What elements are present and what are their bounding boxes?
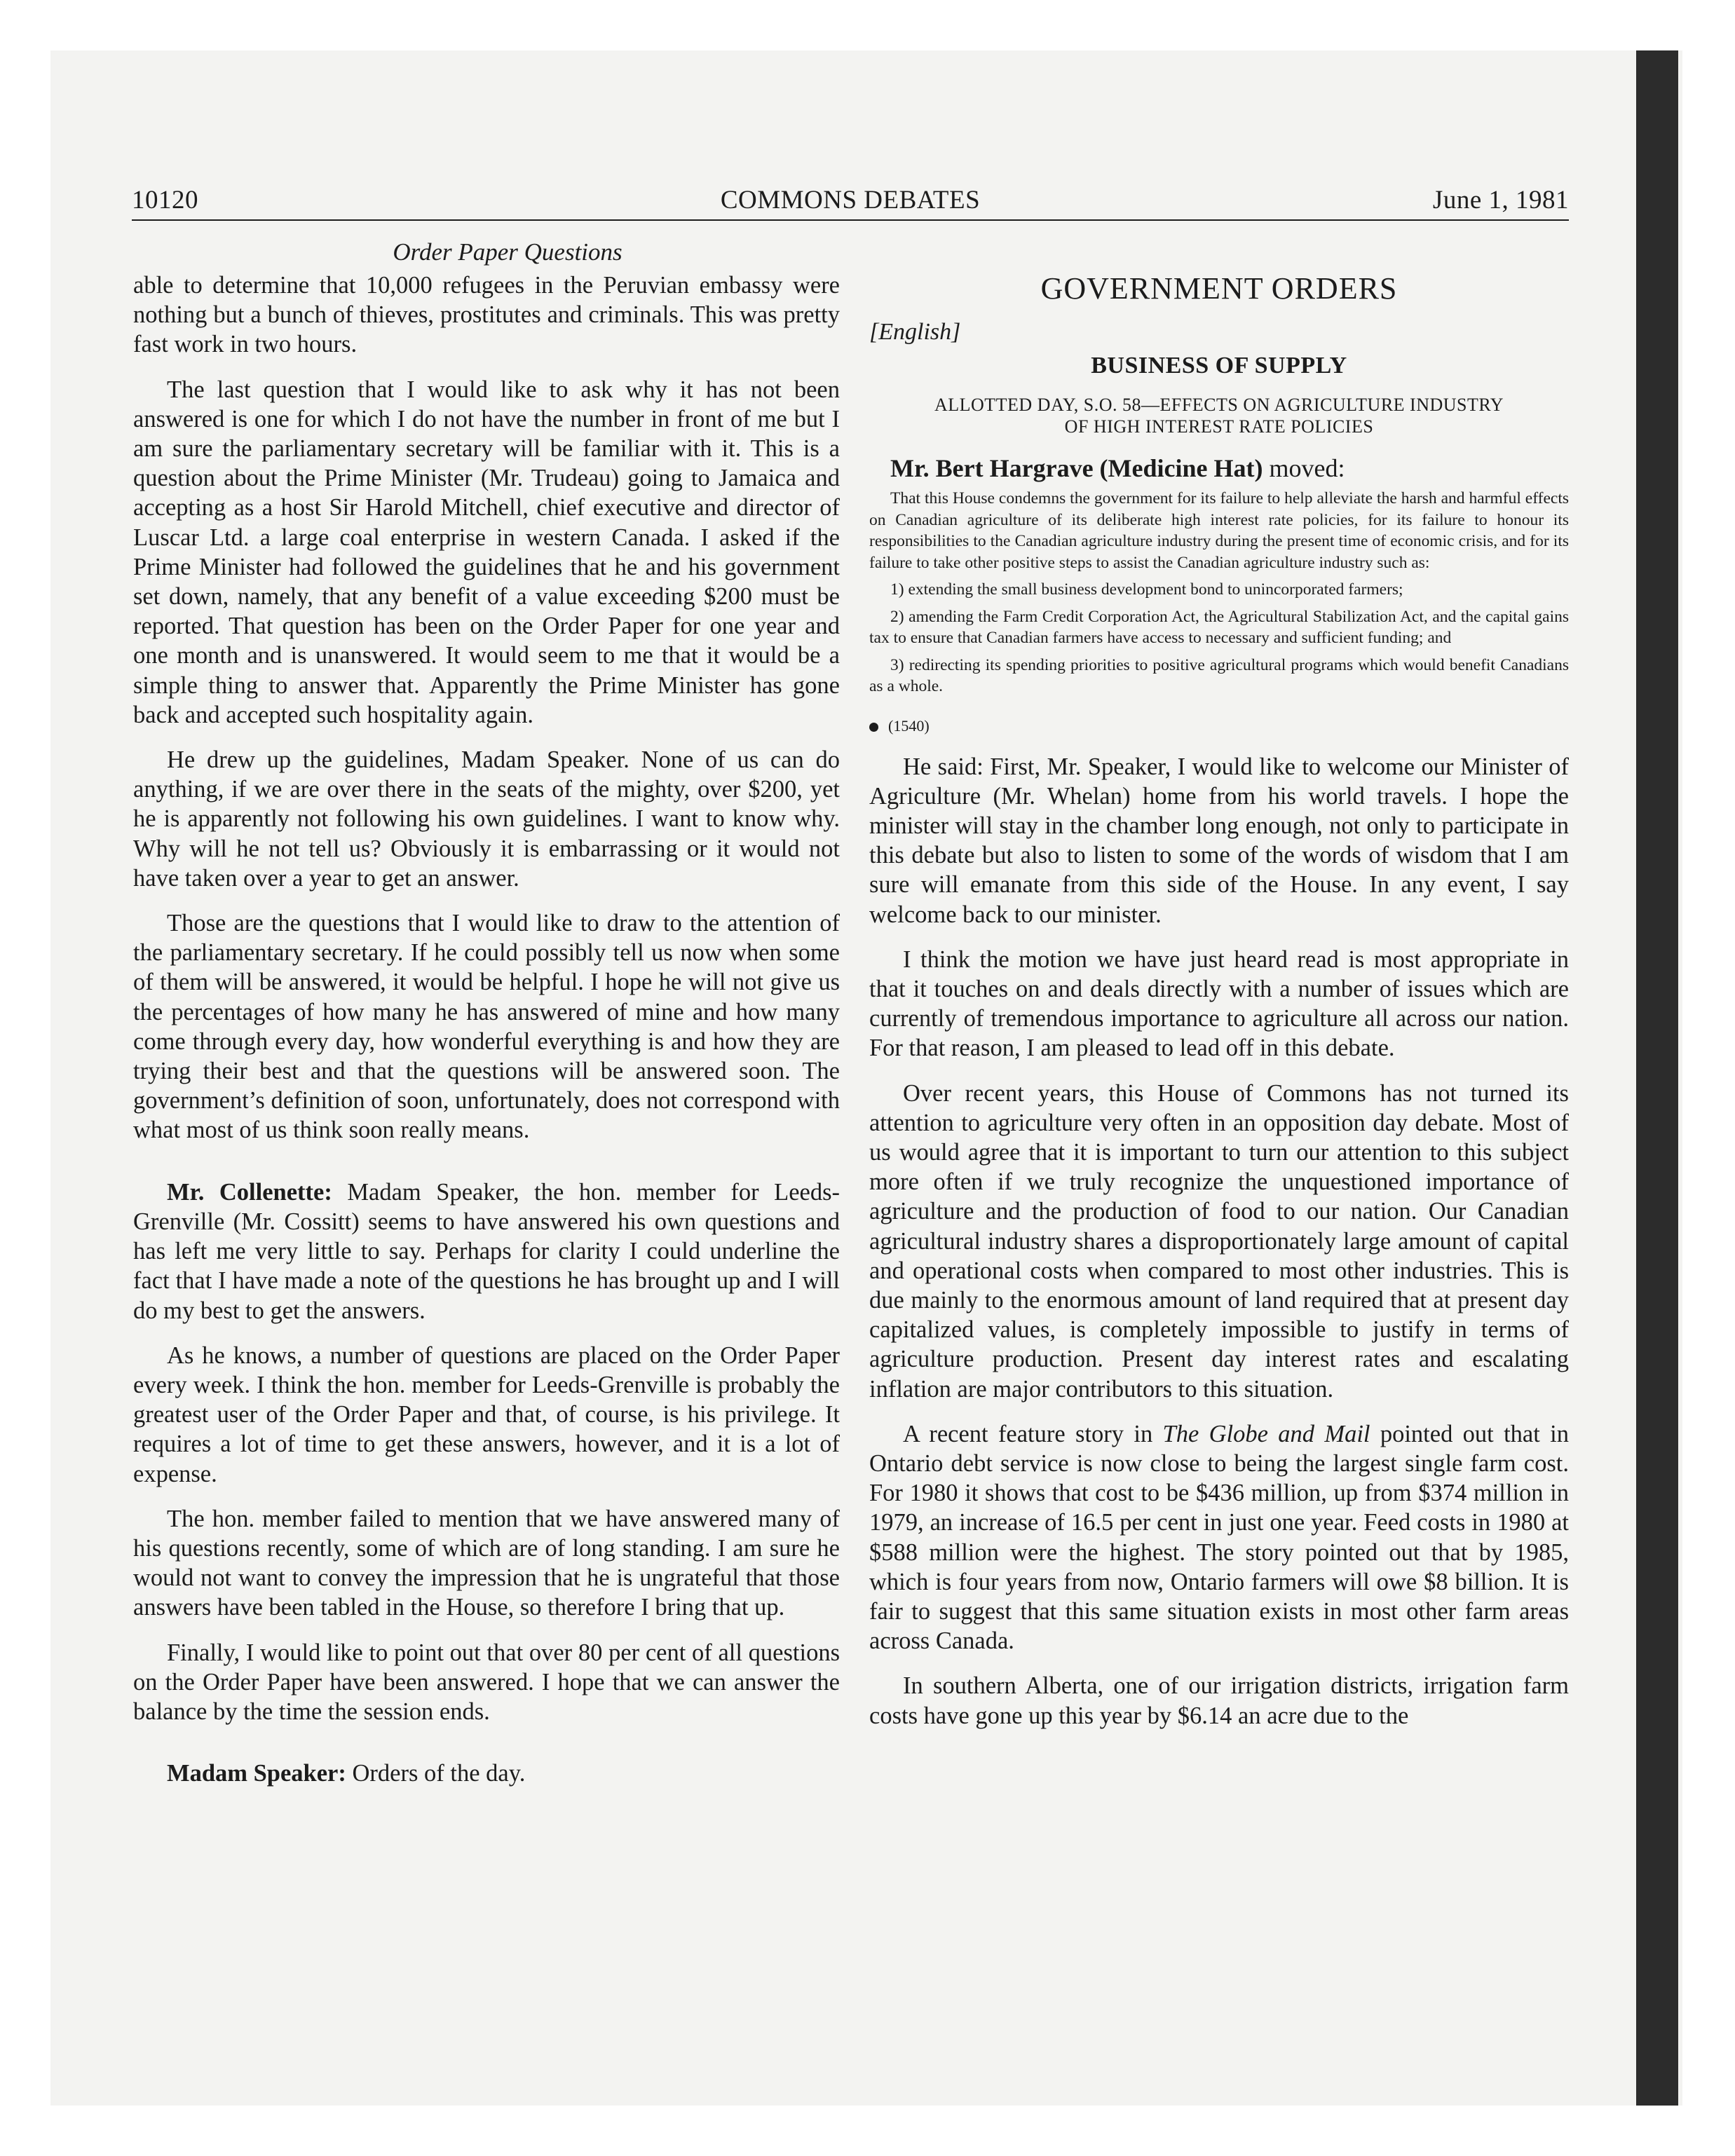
allotted-line: OF HIGH INTEREST RATE POLICIES <box>1064 416 1374 437</box>
paragraph: I think the motion we have just heard read is most appropriate in that it touches on and deals directly with a number of issues which are currently of tremendous importance to agriculture all across our nation. For that reason, I am pleased to lead off in this debate. <box>869 946 1569 1062</box>
paragraph: able to determine that 10,000 refugees in the Peruvian embassy were nothing but a bunch of thieves, prostitutes and criminals. This was pretty fast work in two hours. <box>133 272 840 358</box>
header-rule <box>132 219 1569 221</box>
speaker-name: Madam Speaker: <box>167 1760 346 1787</box>
paragraph: He said: First, Mr. Speaker, I would like to welcome our Minister of Agriculture (Mr. Whelan) home from his world travels. I hope the minister will stay in the chamber long enough, not only to participate in this debate but also to listen to some of the words of wisdom that I am sure will emanate from this side of the House. In any event, I say welcome back to our minister. <box>869 753 1569 928</box>
speech-text: Madam Speaker, the hon. member for Leeds-Grenville (Mr. Cossitt) seems to have answered his own questions and has left me very little to say. Perhaps for clarity I could underline the fact that I have made a note of the questions he has brought up and I will do my best to get the answers. <box>133 1178 840 1324</box>
paragraph: The hon. member failed to mention that we have answered many of his questions recently, some of which are of long standing. I am sure he would not want to convey the impression that he is ungrateful that those answers have been tabled in the House, so therefore I bring that up. <box>133 1505 840 1621</box>
paragraph: The last question that I would like to ask why it has not been answered is one for which I do not have the number in front of me but I am sure the parliamentary secretary will be familiar with it. This is a question about the Prime Minister (Mr. Trudeau) going to Jamaica and accepting as a host Sir Harold Mitchell, chief executive and director of Luscar Ltd. a large coal enterprise in western Canada. I asked if the Prime Minister had followed the guidelines that he and his government set down, namely, that any benefit of a value exceeding $200 must be reported. That question has been on the Order Paper for one year and one month and is unanswered. It would seem to me that it would be a simple thing to answer that. Apparently the Prime Minister has gone back and accepted such hospitality again. <box>133 376 840 728</box>
motion-item: 2) amending the Farm Credit Corporation Act, the Agricultural Stabilization Act, and the capital gains tax to ensure that Canadian farmers have access to necessary and sufficient funding; and <box>869 607 1569 647</box>
right-column <box>869 237 1569 1731</box>
speaker-name: Mr. Collenette: <box>167 1178 332 1206</box>
speech-madam-speaker <box>133 1759 840 1788</box>
page-number: 10120 <box>132 186 198 214</box>
running-title: Order Paper Questions <box>393 238 622 266</box>
time-marker <box>869 716 1569 737</box>
motion-item: 1) extending the small business development bond to unincorporated farmers; <box>890 580 1403 599</box>
paragraph: Those are the questions that I would like to draw to the attention of the parliamentary secretary. If he could possibly tell us now when some of them will be answered, it would be helpful. I hope he will not give us the percentages of how many he has answered of mine and how many come through every day, how wonderful everything is and how they are trying their best and that the questions will be answered soon. The government’s definition of soon, unfortunately, does not correspond with what most of us think soon really means. <box>133 910 840 1144</box>
text-run: pointed out that in Ontario debt service is now close to being the largest single farm cost. For 1980 it shows that cost to be $436 million, up from $374 million in 1979, an increase of 16.5 per cent in just one year. Feed costs in 1980 at $588 million were the highest. The story pointed out that by 1985, which is four years from now, Ontario farmers will owe $8 billion. It is fair to suggest that this same situation exists in most other farm areas across Canada. <box>869 1420 1569 1655</box>
allotted-day-heading <box>869 394 1569 437</box>
speech-text: Orders of the day. <box>346 1760 526 1787</box>
mover-name: Mr. Bert Hargrave (Medicine Hat) <box>890 454 1263 482</box>
allotted-line: ALLOTTED DAY, S.O. 58—EFFECTS ON AGRICULTURE INDUSTRY <box>934 395 1504 415</box>
scan-edge <box>1636 50 1678 2106</box>
newspaper-title: The Globe and Mail <box>1162 1420 1370 1447</box>
subsection-title: BUSINESS OF SUPPLY <box>1091 353 1347 378</box>
page-header <box>132 186 1569 222</box>
left-column <box>133 237 840 1788</box>
motion-mover <box>869 453 1569 484</box>
paragraph: He drew up the guidelines, Madam Speaker. None of us can do anything, if we are over there in the seats of the mighty, over $200, yet he is apparently not following his own guidelines. I want to know why. Why will he not tell us? Obviously it is embarrassing or it would not have taken over a year to get an answer. <box>133 746 840 892</box>
text-run: A recent feature story in <box>903 1420 1163 1447</box>
mover-action: moved: <box>1263 454 1345 482</box>
bullet-icon <box>869 723 878 732</box>
paragraph: As he knows, a number of questions are placed on the Order Paper every week. I think the hon. member for Leeds-Grenville is probably the greatest user of the Order Paper and that, of course, is his privilege. It requires a lot of time to get these answers, however, and it is a lot of expense. <box>133 1342 840 1487</box>
speech-collenette <box>133 1178 840 1325</box>
paragraph: In southern Alberta, one of our irrigation districts, irrigation farm costs have gone up this year by $6.14 an acre due to the <box>869 1672 1569 1729</box>
paragraph <box>869 1419 1569 1656</box>
paragraph: Over recent years, this House of Commons has not turned its attention to agriculture very often in an opposition day debate. Most of us would agree that it is important to turn our attention to this subject more often if we truly recognize the unquestioned importance of agriculture and the production of food to our nation. Our Canadian agricultural industry shares a disproportionately large amount of capital and operational costs when compared to most other industries. This is due mainly to the enormous amount of land required that at present day capitalized values, is completely impossible to justify in terms of agriculture production. Present day interest rates and escalating inflation are major contributors to this situation. <box>869 1079 1569 1403</box>
publication-date: June 1, 1981 <box>1432 186 1569 214</box>
paragraph: Finally, I would like to point out that over 80 per cent of all questions on the Order Paper have been answered. I hope that we can answer the balance by the time the session ends. <box>133 1639 840 1725</box>
motion-text: That this House condemns the government for its failure to help alleviate the harsh and harmful effects on Canadian agriculture of its deliberate high interest rate policies, for its failure to honour its responsibilities to the Canadian agriculture industry during the present time of economic crisis, and for its failure to take other positive steps to assist the Canadian agriculture industry such as: <box>869 489 1569 572</box>
time-stamp: (1540) <box>888 716 930 735</box>
section-title: GOVERNMENT ORDERS <box>1040 271 1398 306</box>
motion-item: 3) redirecting its spending priorities to positive agricultural programs which would benefit Canadians as a whole. <box>869 655 1569 695</box>
language-marker: [English] <box>869 319 961 345</box>
publication-title: COMMONS DEBATES <box>720 186 981 214</box>
